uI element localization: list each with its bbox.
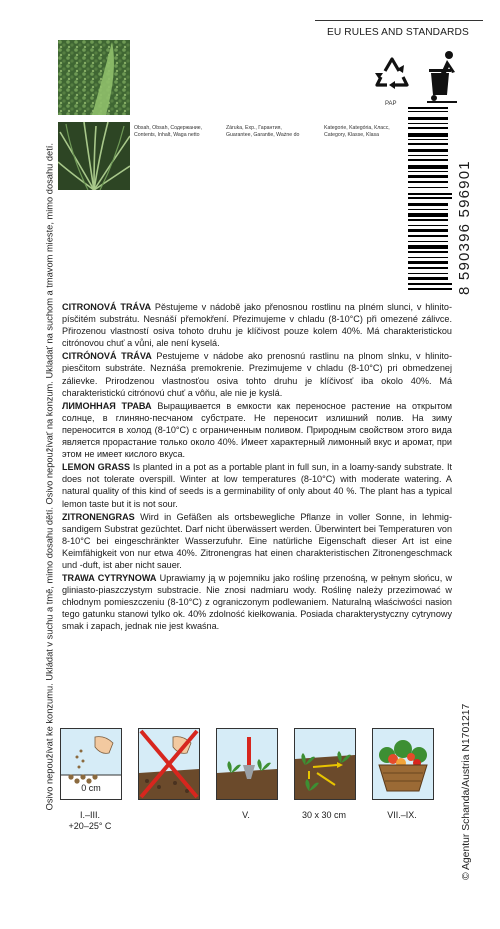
recycle-icon [371,49,413,99]
eu-rules-title: EU RULES AND STANDARDS [327,27,469,38]
harvest-icon [372,728,434,800]
storage-notes [18,40,56,810]
description-sk: CITRÓNOVÁ TRÁVA Pestujeme v nádobe ako prenosnú rastlinu na plnom slnku, v hlinito-piesčitom substráte. Neznáša premokrenie. Prezimujeme v chladu (8-10°C) pri obmedzenej zálievke. Prirodzenou vlastnosťou osiva tohto druhu je klíčivosť iba okolo 40%. Má charakteristickú citrónovú chuť a vôňu, ale nie je kyslá. [62,351,452,398]
copyright: © Agentur Schanda/Austria N1701217 [461,703,472,880]
sowing-indoors-icon [60,728,122,800]
description-ru: ЛИМОННАЯ ТРАВА Выращивается в емкости как переносное растение на открытом солнце, в глиняно-песчаном субстрате. Не переносит излишний полив. На зиму переносится в холод (8-10°С) с ограниченным поливом. Природным свойством этого вида является прорастание только около 40%. Имеет характерный лимонный вкус и аромат, при этом не имеет кислого вкуса. [62,400,452,460]
plant-photo [58,122,130,190]
sowing-period-label: I.–III. [79,810,100,820]
seed-photo [58,40,130,115]
description-pl: TRAWA CYTRYNOWA Uprawiamy ją w pojemniku jako roślinę przenośną, w pełnym słońcu, w gliniasto-piaszczystym substracie. Nie znosi nadmiaru wody. Roślinę należy przezimować w chłodnym pomieszczeniu (8-10°C) z ograniczonym podlewaniem. Naturalną właściwości nasion tego gatunku stanowi tylko ok. 40% zdolność kiełkowania. Posiada charakterystyczny cytrynowy smak i zapach, jednak nie jest kwaśna. [62,573,453,632]
pap-label: PAP [385,101,397,107]
barcode-number: 8 590396 596901 [456,160,473,295]
harvest-period-label: VII.–IX. [387,810,417,820]
instruction-icons [58,728,448,831]
category-column: Kategorie, Kategória, Класс, Category, Klasse, Klasa [324,125,390,138]
guarantee-column: Záruka, Exp., Гарантия, Guarantee, Garantie, Ważne do [226,125,300,138]
storage-note-line: Osivo nepoužívat ke konzumu. Ukládat v suchu a tmě, mimo dosahu dětí. Osivo nepoužívať na konzum. Ukladať na suchom a tmavom mieste, mimo dosahu detí. [44,142,55,810]
description-en: LEMON GRASS Is planted in a pot as a portable plant in full sun, in a loamy-sandy substrate. It does not tolerate overspill. Winter at low temperatures (8-10°C) with moderate watering. A natural quality of this kind of seeds is a germinability of only about 40 %. The plant has a typical lemon taste but it is not sour. [62,462,452,509]
content-column: Obsah, Obsah, Содержание, Contents, Inhalt, Waga netto [134,125,203,138]
spacing-icon [294,728,356,800]
no-direct-sowing-icon [138,728,200,800]
planting-out-icon [216,728,278,800]
sowing-depth: 0 cm [81,783,101,793]
barcode [408,105,458,293]
description-cz: CITRONOVÁ TRÁVA Pěstujeme v nádobě jako přenosnou rostlinu na plném slunci, v hlinito-písčitém substrátu. Nesnáší přemokření. Přezimujeme v chladu (8-10°C) při omezené zálivce. Přirozenou vlastností osiva tohoto druhu je klíčivost pouze kolem 40%. Má charakteristickou citrónovou chuť a vůni, ale není kyselá. [62,302,452,349]
planting-period-label: V. [242,810,250,820]
description [62,301,452,634]
spacing-label: 30 x 30 cm [301,810,347,820]
sowing-temperature-label: +20–25° C [68,821,112,831]
description-de: ZITRONENGRAS Wird in Gefäßen als ortsbewegliche Pflanze in voller Sonne, in lehmig-sandigem Substrat gezüchtet. Darf nicht überwässert werden. Überwintert bei Temperaturen von 8-10°C bei eingeschränkter Wasserzufuhr. Eine natürliche Eigenschaft dieser Art ist eine Keimfähigkeit von nur etwa 40%. Zitronengras hat einen charakteristischen Zitronengeschmack und -duft, ist aber nicht sauer. [62,511,452,570]
